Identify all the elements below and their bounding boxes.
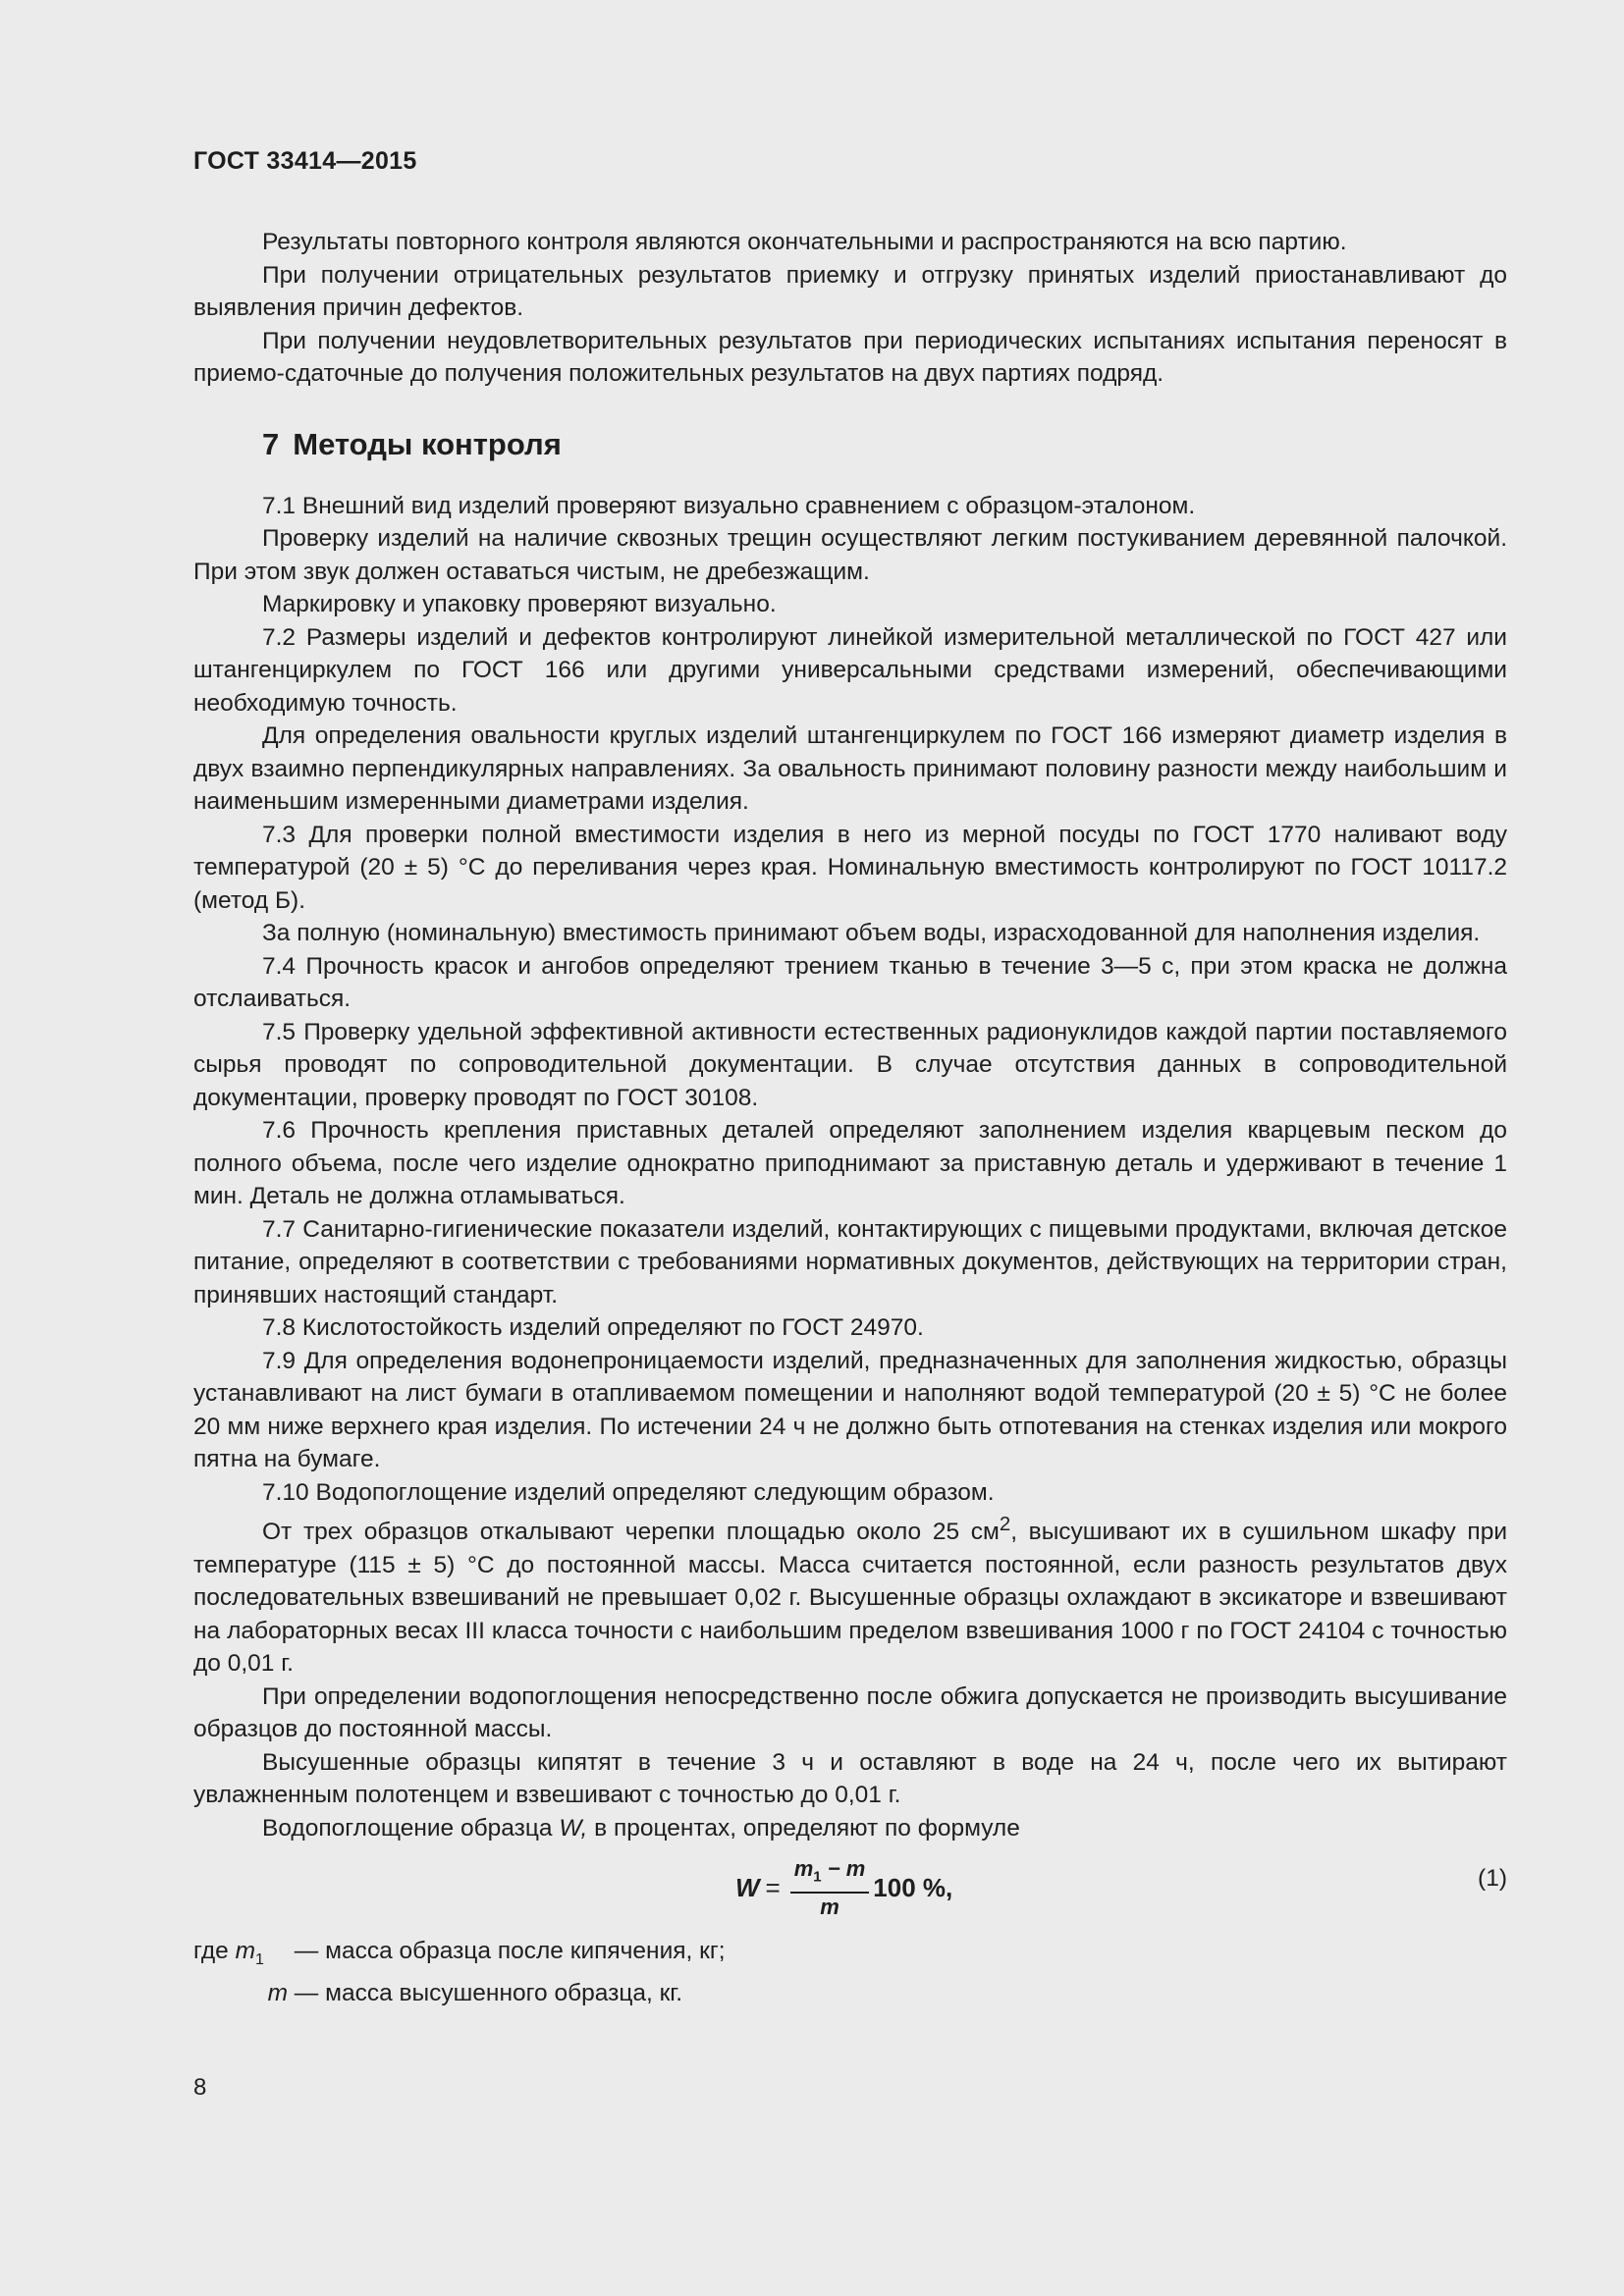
page-content [193, 226, 1507, 2018]
paragraph: При получении неудовлетворительных результатов при периодических испытаниях испытания переносят в приемо-сдаточные до получения положительных результатов на двух партиях подряд. [193, 327, 1507, 387]
text-run: в процентах, определяют по формуле [587, 1814, 1020, 1842]
definition-dash: — [288, 1938, 326, 1965]
formula-fraction [790, 1856, 870, 1919]
paragraph: Результаты повторного контроля являются окончательными и распространяются на всю партию. [262, 229, 1347, 255]
definition-lead [193, 1977, 288, 2018]
paragraph: Маркировку и упаковку проверяют визуально. [262, 591, 777, 617]
formula-subscript: 1 [813, 1868, 822, 1886]
paragraph: 7.6 Прочность крепления приставных деталей определяют заполнением изделия кварцевым песком до полного объема, после чего изделие однократно приподнимают за приставную деталь и удерживают в течение 1 мин. Деталь не должна отламываться. [193, 1117, 1507, 1209]
variable: W, [559, 1814, 588, 1842]
paragraph: За полную (номинальную) вместимость принимают объем воды, израсходованной для наполнения изделия. [262, 920, 1481, 946]
paragraph: Для определения овальности круглых изделий штангенциркулем по ГОСТ 166 измеряют диаметр изделия в двух взаимно перпендикулярных направлениях. За овальность принимают половину разности между наибольшим и наименьшим измеренными диаметрами изделия. [193, 722, 1507, 815]
paragraph: 7.3 Для проверки полной вместимости изделия в него из мерной посуды по ГОСТ 1770 наливают воду температурой (20 ± 5) °С до переливания через края. Номинальную вместимость контролируют по ГОСТ 10117.2 (метод Б). [193, 821, 1507, 914]
definition-dash: — [288, 1979, 326, 2006]
definition-text: масса образца после кипячения, кг; [325, 1938, 726, 1965]
superscript: 2 [999, 1514, 1011, 1535]
section-heading [262, 425, 1507, 464]
definition-lead [193, 1935, 288, 1976]
paragraph [193, 1509, 1507, 1681]
paragraph: 7.10 Водопоглощение изделий определяют следующим образом. [262, 1478, 995, 1506]
paragraph: Высушенные образцы кипятят в течение 3 ч и оставляют в воде на 24 ч, после чего их вытирают увлажненным полотенцем и взвешивают с точностью до 0,01 г. [193, 1748, 1507, 1809]
paragraph: 7.5 Проверку удельной эффективной активности естественных радионуклидов каждой партии поставляемого сырья проводят по сопроводительной документации. В случае отсутствия данных в сопроводительной документации, проверку проводят по ГОСТ 30108. [193, 1018, 1507, 1111]
definition-text: масса высушенного образца, кг. [325, 1979, 683, 2006]
paragraph: 7.1 Внешний вид изделий проверяют визуально сравнением с образцом-эталоном. [262, 492, 1196, 519]
text-run: Водопоглощение образца [262, 1814, 560, 1842]
paragraph: При получении отрицательных результатов приемку и отгрузку принятых изделий приостанавливают до выявления причин дефектов. [193, 261, 1507, 321]
paragraph [193, 1812, 1507, 1845]
paragraph: 7.9 Для определения водонепроницаемости изделий, предназначенных для заполнения жидкостью, образцы устанавливают на лист бумаги в отапливаемом помещении и наполняют водой температурой (20 ± 5) °С не более 20 мм ниже верхнего края изделия. По истечении 24 ч не должно быть отпотевания на стенках изделия или мокрого пятна на бумаге. [193, 1347, 1507, 1472]
text-run: От трех образцов откалывают черепки площадью около 25 см [262, 1519, 1000, 1546]
equation-number: (1) [1478, 1865, 1507, 1893]
definition-subscript: 1 [255, 1951, 264, 1969]
paragraph: 7.4 Прочность красок и ангобов определяют трением тканью в течение 3—5 с, при этом краска не должна отслаиваться. [193, 952, 1507, 1012]
formula-equals: = [765, 1872, 781, 1902]
formula-numerator [790, 1856, 870, 1893]
formula-block [193, 1852, 1507, 1917]
formula-tail: 100 %, [873, 1872, 953, 1902]
document-header: ГОСТ 33414—2015 [193, 147, 417, 175]
section-title: Методы контроля [293, 426, 562, 461]
formula-denominator: m [820, 1894, 839, 1919]
where-word: где [193, 1938, 236, 1965]
paragraph: Проверку изделий на наличие сквозных трещин осуществляют легким постукиванием деревянной палочкой. При этом звук должен оставаться чистым, не дребезжащим. [193, 525, 1507, 585]
variable-definitions [193, 1935, 1507, 2018]
definition-row [193, 1977, 1507, 2018]
paragraph: 7.7 Санитарно-гигиенические показатели изделий, контактирующих с пищевыми продуктами, включая детское питание, определяют в соответствии с требованиями нормативных документов, действующих на территории стран, принявших настоящий стандарт. [193, 1215, 1507, 1308]
definition-row [193, 1935, 1507, 1976]
section-number: 7 [262, 426, 280, 461]
text-run: , высушивают их в сушильном шкафу при температуре (115 ± 5) °С до постоянной массы. Масса считается постоянной, если разность результатов двух последовательных взвешиваний не превышает 0,02 г. Высушенные образцы охлаждают в эксикаторе и взвешивают на лабораторных весах III класса точности с наибольшим пределом взвешивания 1000 г по ГОСТ 24104 с точностью до 0,01 г. [193, 1519, 1508, 1678]
formula-var: m [793, 1856, 814, 1882]
page-number: 8 [193, 2074, 207, 2101]
formula-lhs: W [735, 1872, 760, 1902]
paragraph: 7.2 Размеры изделий и дефектов контролируют линейкой измерительной металлической по ГОСТ 427 или штангенциркулем по ГОСТ 166 или другими универсальными средствами измерений, обеспечивающими необходимую точность. [193, 623, 1507, 717]
formula [735, 1856, 952, 1919]
paragraph: При определении водопоглощения непосредственно после обжига допускается не производить высушивание образцов до постоянной массы. [193, 1682, 1507, 1743]
formula-var: − m [821, 1856, 866, 1882]
definition-symbol: m [267, 1979, 288, 2006]
definition-symbol: m [235, 1938, 255, 1965]
paragraph: 7.8 Кислотостойкость изделий определяют по ГОСТ 24970. [262, 1314, 924, 1341]
